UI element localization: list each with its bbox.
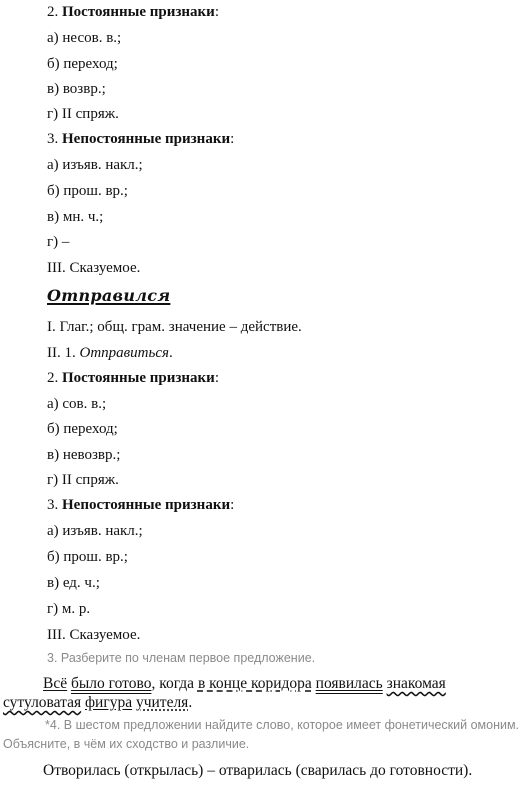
constant-features-heading — [47, 3, 219, 21]
object-word: учителя — [135, 694, 189, 711]
feature-line: б) переход; — [47, 421, 118, 437]
feature-line: в) мн. ч.; — [47, 209, 104, 225]
feature-line: а) несов. в.; — [47, 30, 122, 46]
task-4-line-1: *4. В шестом предложении найдите слово, которое имеет фонетический омоним. — [45, 718, 520, 732]
attribute-word: знакомая — [386, 675, 446, 692]
parsed-sentence-line-2 — [3, 693, 192, 712]
nonconstant-features-heading — [47, 130, 234, 148]
feature-line: г) II спряж. — [47, 472, 119, 488]
heading-number: 3. — [47, 131, 59, 147]
feature-line: б) прош. вр.; — [47, 549, 128, 565]
sentence-text: , когда — [151, 675, 198, 692]
feature-line: б) прош. вр.; — [47, 183, 128, 199]
feature-line: а) изъяв. накл.; — [47, 523, 143, 539]
task-4-line-2: Объясните, в чём их сходство и различие. — [3, 737, 250, 751]
syntactic-role: III. Сказуемое. — [47, 627, 141, 643]
adverbial-phrase: в конце коридора — [197, 675, 312, 692]
predicate-phrase: было готово — [70, 675, 152, 692]
initial-form-line — [47, 344, 173, 362]
predicate-word: появилась — [315, 675, 383, 692]
parsed-word-handwritten: Отправился — [47, 286, 171, 305]
feature-line: а) сов. в.; — [47, 396, 107, 412]
heading-title: Непостоянные признаки — [62, 131, 231, 147]
parsed-sentence-line-1 — [43, 674, 446, 693]
nonconstant-features-heading — [47, 496, 234, 514]
heading-number: 2. — [47, 370, 59, 386]
attribute-word: сутуловатая — [3, 694, 82, 711]
heading-title: Непостоянные признаки — [62, 497, 231, 513]
task-3: 3. Разберите по членам первое предложение. — [47, 651, 316, 665]
part-of-speech-line: I. Глаг.; общ. грам. значение – действие. — [47, 319, 302, 335]
heading-title: Постоянные признаки — [62, 4, 215, 20]
heading-title: Постоянные признаки — [62, 370, 215, 386]
feature-line: б) переход; — [47, 56, 118, 72]
heading-colon: : — [230, 131, 235, 147]
heading-colon: : — [214, 4, 219, 20]
feature-line: в) невозвр.; — [47, 447, 121, 463]
feature-line: г) II спряж. — [47, 106, 119, 122]
subject-word: фигура — [85, 694, 133, 711]
heading-colon: : — [214, 370, 219, 386]
initial-form-word: Отправиться — [79, 345, 169, 361]
heading-number: 3. — [47, 497, 59, 513]
initial-form-prefix: II. 1. — [47, 345, 80, 361]
feature-line: в) возвр.; — [47, 81, 106, 97]
sentence-period: . — [188, 694, 193, 711]
initial-form-suffix: . — [168, 345, 173, 361]
constant-features-heading — [47, 369, 219, 387]
subject-word: Всё — [43, 675, 68, 692]
feature-line: в) ед. ч.; — [47, 575, 100, 591]
feature-line: г) м. р. — [47, 601, 91, 617]
heading-colon: : — [230, 497, 235, 513]
feature-line: г) – — [47, 234, 70, 250]
feature-line: а) изъяв. накл.; — [47, 157, 143, 173]
heading-number: 2. — [47, 4, 59, 20]
syntactic-role: III. Сказуемое. — [47, 260, 141, 276]
answer-line: Отворилась (открылась) – отварилась (сварилась до готовности). — [43, 762, 473, 779]
